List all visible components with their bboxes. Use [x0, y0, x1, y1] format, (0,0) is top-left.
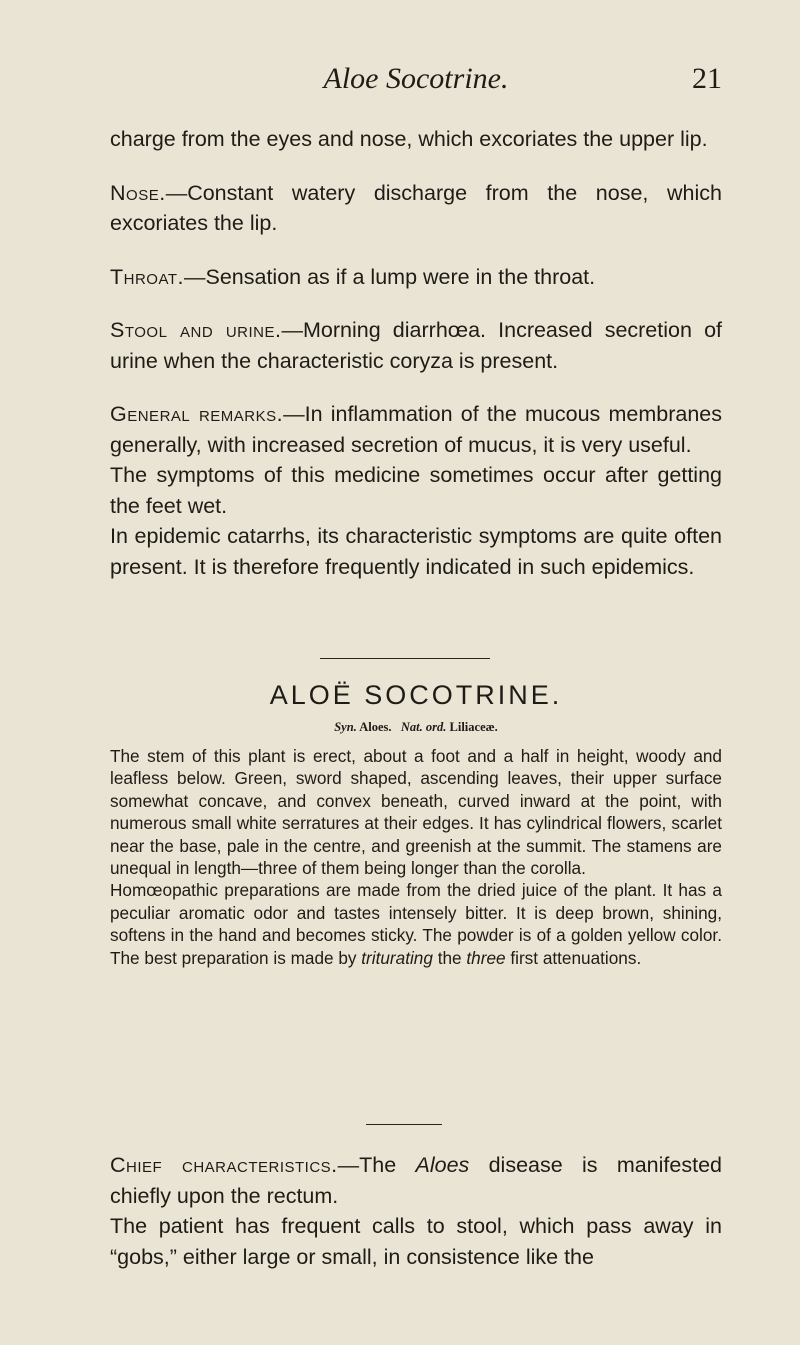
upper-text: [110, 124, 722, 582]
syn-label: Syn.: [334, 720, 357, 734]
chief-text: —The: [337, 1153, 416, 1177]
nat-ord-value: Liliaceæ.: [449, 720, 498, 734]
description-paragraph: The stem of this plant is erect, about a foot and a half in height, woody and leafless below. Green, sword shaped, ascending leaves, their upper surface somewhat concave, and convex beneath, curved inward at the point, with numerous small white serratures at their edges. It has cylindrical flowers, scarlet near the base, pale in the centre, and greenish at the summit. The stamens are unequal in length—three of them being longer than the corolla.: [110, 746, 722, 879]
throat-text: —Sensation as if a lump were in the throat.: [184, 264, 596, 289]
plant-description: [110, 745, 722, 969]
general-label: General remarks.: [110, 402, 284, 426]
syn-value: Aloes.: [359, 720, 392, 734]
nose-paragraph: [110, 178, 722, 239]
chief-paragraph: [110, 1150, 722, 1211]
lower-text: [110, 1150, 722, 1272]
section-title: ALOË SOCOTRINE.: [269, 680, 563, 710]
synonym-line: [110, 720, 722, 735]
stool-text: —Morning diarrhœa. Increased secretion of urine when the characteristic coryza is present.: [110, 318, 722, 373]
nose-text: —Constant watery discharge from the nose, which excoriates the lip.: [110, 180, 722, 235]
chief-text-2: disease is manifested chiefly upon the rectum.: [110, 1153, 722, 1208]
running-title: Aloe Socotrine.: [323, 62, 509, 95]
stool-paragraph: [110, 315, 722, 376]
preparation-text-2: the: [432, 947, 467, 968]
continuation-paragraph: charge from the eyes and nose, which excoriates the upper lip.: [110, 127, 708, 151]
general-text: —In inflammation of the mucous membranes generally, with increased secretion of mucus, it is very useful.: [110, 402, 722, 457]
page-number: 21: [692, 62, 722, 95]
aloes-italic: Aloes: [415, 1153, 470, 1177]
preparation-text-3: first attenuations.: [505, 947, 642, 968]
triturating-italic: triturating: [361, 947, 433, 968]
preparation-text: Homœopathic preparations are made from the dried juice of the plant. It has a peculiar aromatic odor and tastes intensely bitter. It is deep brown, shining, softens in the hand and becomes sticky. The powder is of a golden yellow color. The best preparation is made by: [110, 880, 722, 968]
general-paragraph: [110, 399, 722, 460]
nat-ord-label: Nat. ord.: [400, 720, 447, 734]
throat-label: Throat.: [110, 264, 184, 289]
three-italic: three: [466, 947, 506, 968]
epidemic-paragraph: In epidemic catarrhs, its characteristic symptoms are quite often present. It is therefore frequently indicated in such epidemics.: [110, 524, 722, 579]
throat-paragraph: [110, 262, 722, 293]
nose-label: Nose.: [110, 180, 166, 205]
preparation-paragraph: [110, 879, 722, 969]
symptoms-paragraph: The symptoms of this medicine sometimes occur after getting the feet wet.: [110, 463, 722, 518]
stool-label: Stool and urine.: [110, 318, 282, 342]
running-head: [110, 62, 722, 102]
section-divider: [320, 658, 490, 659]
patient-paragraph: The patient has frequent calls to stool, which pass away in “gobs,” either large or small, in consistence like the: [110, 1214, 722, 1269]
short-divider: [366, 1124, 442, 1125]
chief-label: Chief characteristics.: [110, 1153, 338, 1177]
